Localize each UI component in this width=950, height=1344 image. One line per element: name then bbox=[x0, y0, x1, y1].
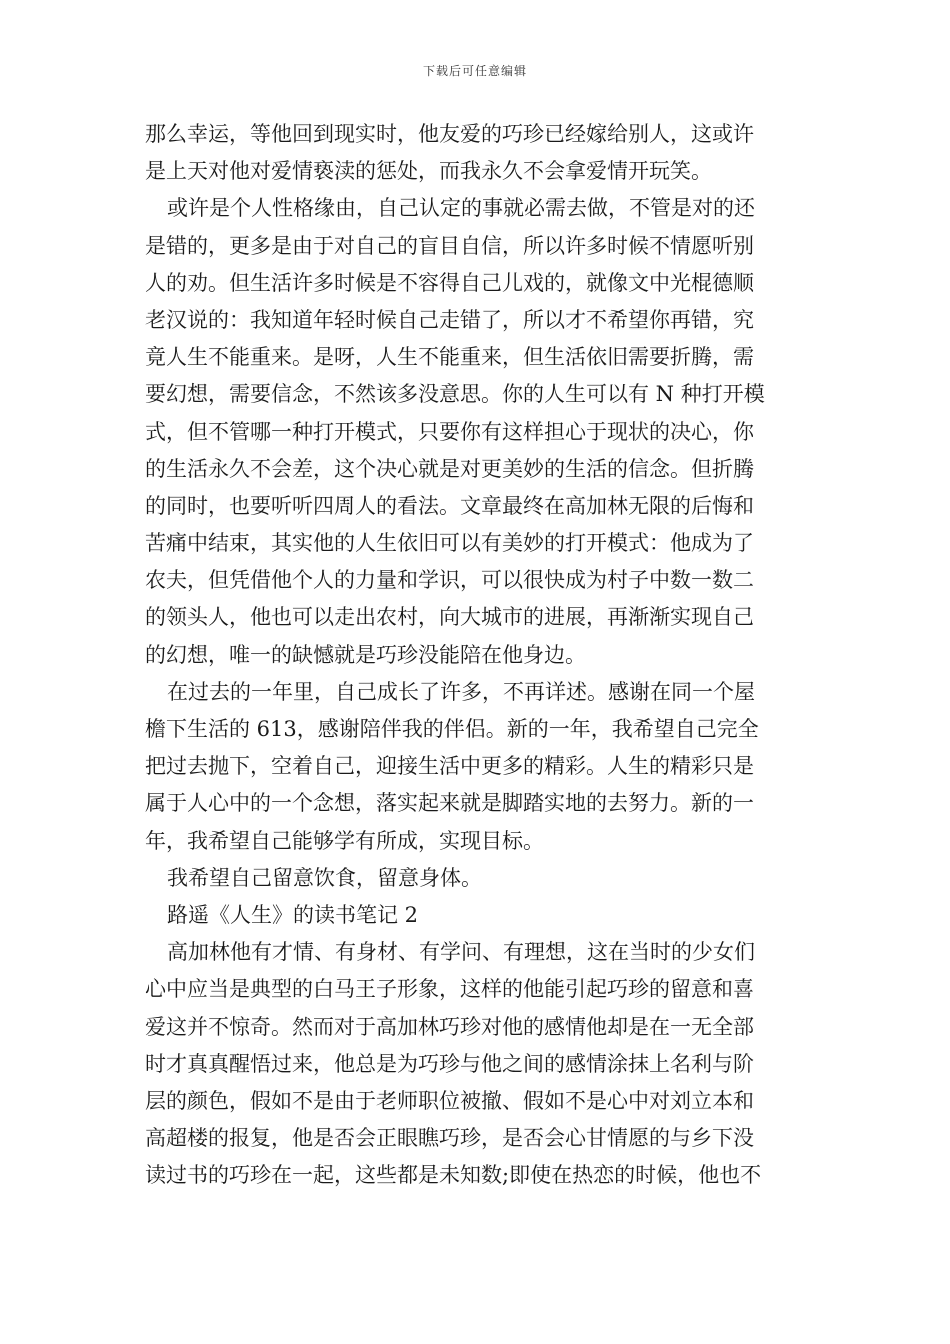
text-line: 的同时，也要听听四周人的看法。文章最终在高加林无限的后悔和 bbox=[145, 493, 754, 518]
text-line: 读过书的巧珍在一起，这些都是未知数;即使在热恋的时候，他也不 bbox=[145, 1163, 762, 1188]
text-line: 檐下生活的 613，感谢陪伴我的伴侣。新的一年，我希望自己完全 bbox=[145, 717, 759, 741]
text-line: 我希望自己留意饮食，留意身体。 bbox=[167, 865, 482, 890]
text-line: 竟人生不能重来。是呀，人生不能重来，但生活依旧需要折腾，需 bbox=[145, 345, 754, 370]
page-header: 下载后可任意编辑 bbox=[422, 64, 527, 78]
text-line: 爱这并不惊奇。然而对于高加林巧珍对他的感情他却是在一无全部 bbox=[145, 1014, 754, 1039]
text-line: 的幻想，唯一的缺憾就是巧珍没能陪在他身边。 bbox=[145, 642, 586, 667]
document-body bbox=[145, 116, 810, 1194]
text-line: 老汉说的：我知道年轻时候自己走错了，所以才不希望你再错，究 bbox=[145, 307, 754, 332]
text-line: 的生活永久不会差，这个决心就是对更美妙的生活的信念。但折腾 bbox=[145, 456, 754, 481]
text-line: 是上天对他对爱情亵渎的惩处，而我永久不会拿爱情开玩笑。 bbox=[145, 159, 712, 184]
text-line: 在过去的一年里，自己成长了许多，不再详述。感谢在同一个屋 bbox=[167, 679, 755, 704]
text-line: 苦痛中结束，其实他的人生依旧可以有美妙的打开模式：他成为了 bbox=[145, 531, 754, 556]
text-line: 或许是个人性格缘由，自己认定的事就必需去做，不管是对的还 bbox=[167, 196, 755, 221]
text-line: 属于人心中的一个念想，落实起来就是脚踏实地的去努力。新的一 bbox=[145, 791, 754, 816]
text-line: 那么幸运，等他回到现实时，他友爱的巧珍已经嫁给别人，这或许 bbox=[145, 122, 754, 146]
text-line: 农夫，但凭借他个人的力量和学识，可以很快成为村子中数一数二 bbox=[145, 568, 754, 593]
text-line: 路遥《人生》的读书笔记 2 bbox=[167, 902, 419, 927]
text-line: 高加林他有才情、有身材、有学问、有理想，这在当时的少女们 bbox=[167, 940, 755, 965]
text-line: 式，但不管哪一种打开模式，只要你有这样担心于现状的决心，你 bbox=[145, 419, 754, 444]
text-line: 把过去抛下，空着自己，迎接生活中更多的精彩。人生的精彩只是 bbox=[145, 754, 754, 779]
text-line: 人的劝。但生活许多时候是不容得自己儿戏的，就像文中光棍德顺 bbox=[145, 270, 754, 295]
text-line: 高超楼的报复，他是否会正眼瞧巧珍，是否会心甘情愿的与乡下没 bbox=[145, 1126, 754, 1151]
text-line: 年，我希望自己能够学有所成，实现目标。 bbox=[145, 828, 544, 853]
text-line: 要幻想，需要信念，不然该多没意思。你的人生可以有 N 种打开模 bbox=[145, 382, 765, 407]
text-line: 是错的，更多是由于对自己的盲目自信，所以许多时候不情愿听别 bbox=[145, 233, 754, 258]
text-line: 的领头人，他也可以走出农村，向大城市的进展，再渐渐实现自己 bbox=[145, 605, 754, 630]
text-line: 时才真真醒悟过来，他总是为巧珍与他之间的感情涂抹上名利与阶 bbox=[145, 1051, 754, 1076]
text-line: 心中应当是典型的白马王子形象，这样的他能引起巧珍的留意和喜 bbox=[145, 977, 754, 1002]
text-line: 层的颜色，假如不是由于老师职位被撤、假如不是心中对刘立本和 bbox=[145, 1088, 754, 1113]
